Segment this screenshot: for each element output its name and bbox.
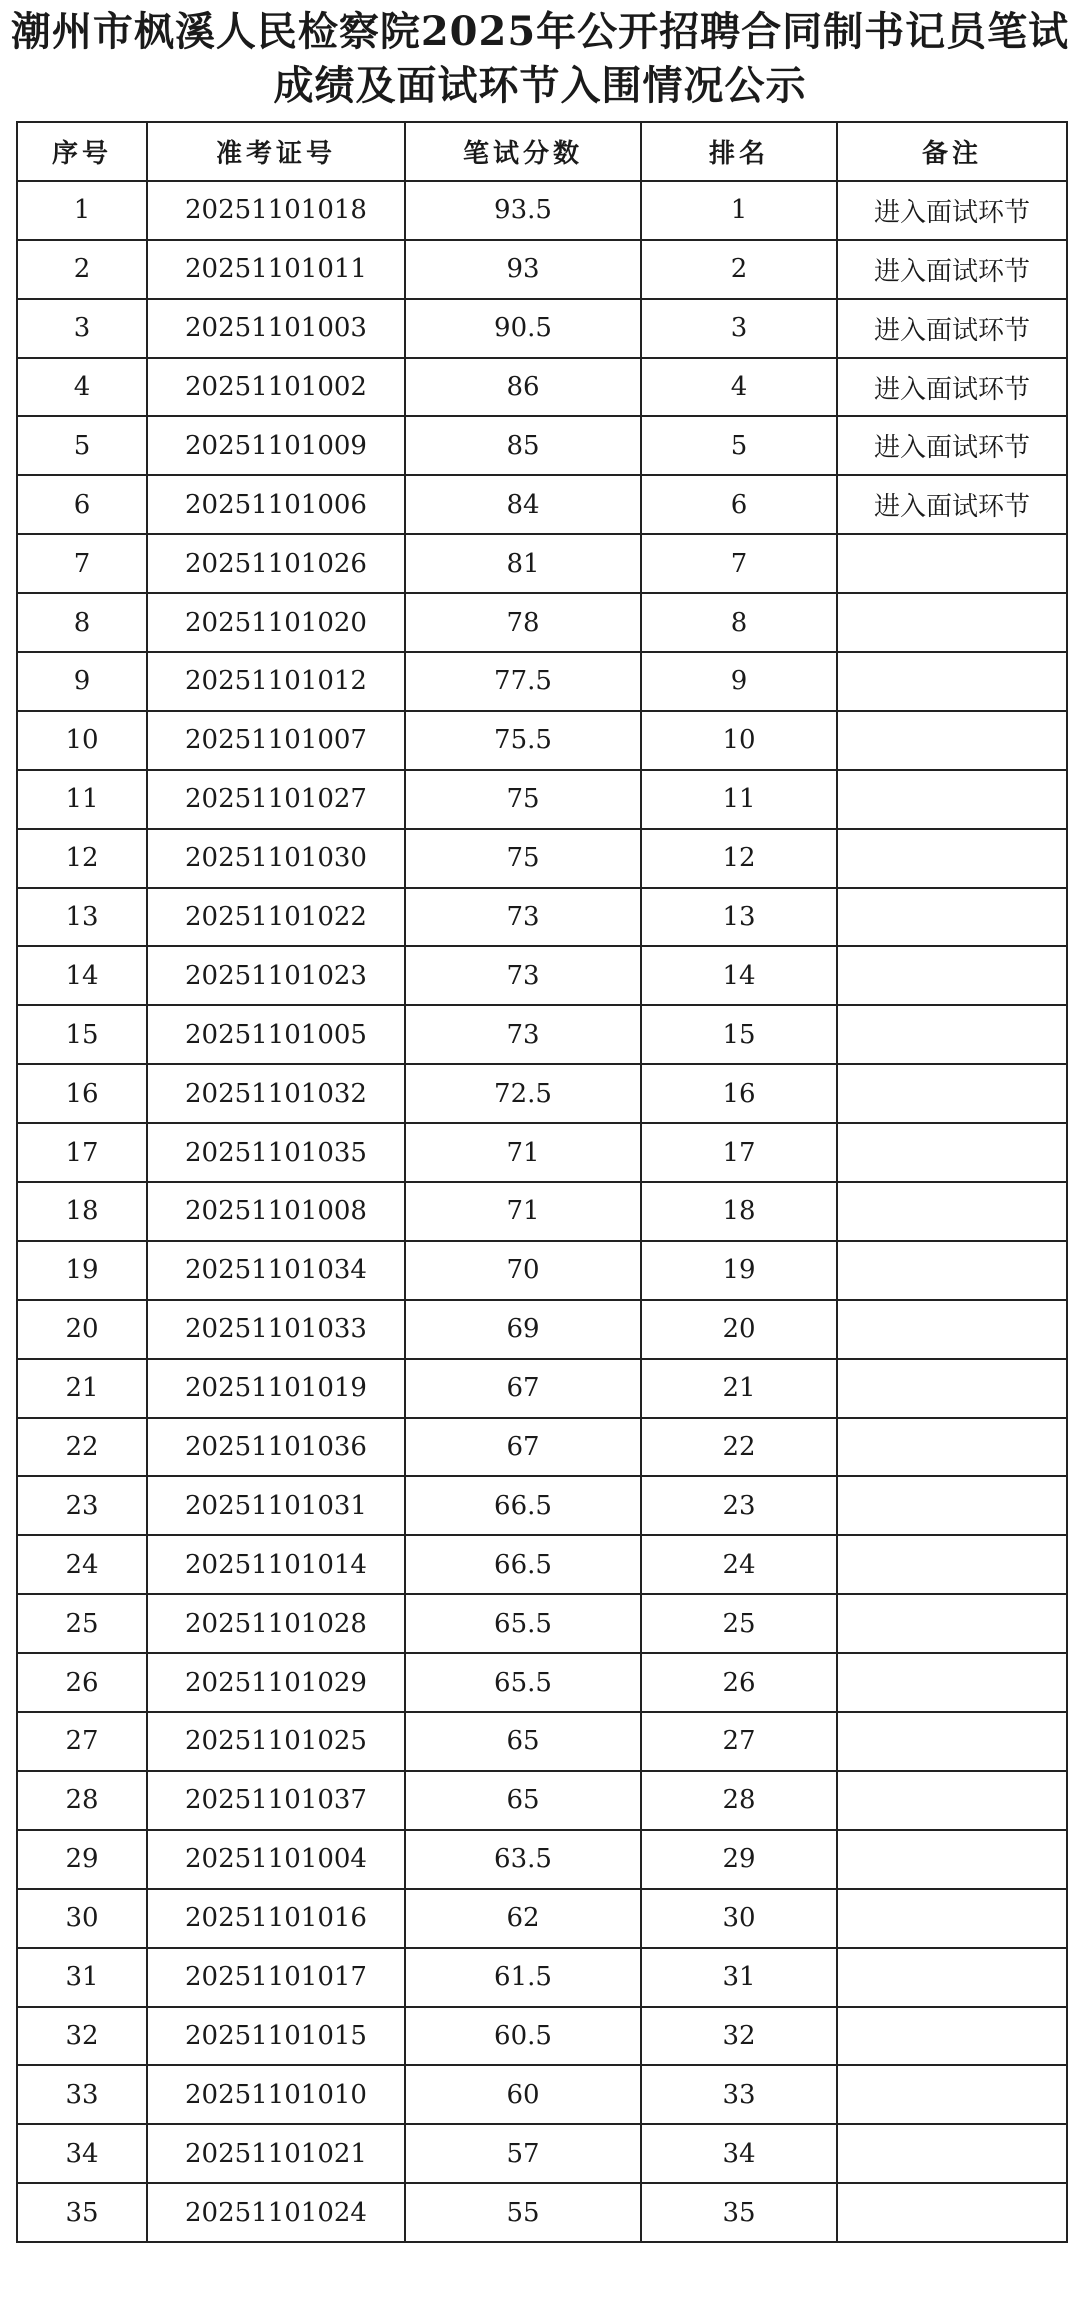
- cell-remark: [837, 1948, 1067, 2007]
- table-row: [17, 416, 1067, 475]
- table-row: [17, 1712, 1067, 1771]
- cell-written-score: 60.5: [405, 2007, 641, 2066]
- table-row: [17, 888, 1067, 947]
- cell-remark: 进入面试环节: [837, 358, 1067, 417]
- cell-written-score: 71: [405, 1182, 641, 1241]
- cell-ticket-number: 20251101018: [147, 181, 405, 240]
- cell-serial: 8: [17, 593, 147, 652]
- cell-rank: 20: [641, 1300, 837, 1359]
- cell-remark: [837, 1064, 1067, 1123]
- cell-serial: 16: [17, 1064, 147, 1123]
- page-subtitle: 成绩及面试环节入围情况公示: [273, 62, 807, 109]
- header-ticket-number: 准考证号: [147, 122, 405, 181]
- cell-ticket-number: 20251101003: [147, 299, 405, 358]
- cell-rank: 18: [641, 1182, 837, 1241]
- cell-ticket-number: 20251101017: [147, 1948, 405, 2007]
- cell-ticket-number: 20251101020: [147, 593, 405, 652]
- cell-ticket-number: 20251101012: [147, 652, 405, 711]
- table-row: [17, 1830, 1067, 1889]
- cell-ticket-number: 20251101019: [147, 1359, 405, 1418]
- page-title: 潮州市枫溪人民检察院2025年公开招聘合同制书记员笔试: [10, 8, 1070, 55]
- cell-serial: 4: [17, 358, 147, 417]
- cell-ticket-number: 20251101004: [147, 1830, 405, 1889]
- cell-written-score: 69: [405, 1300, 641, 1359]
- cell-remark: 进入面试环节: [837, 416, 1067, 475]
- table-row: [17, 829, 1067, 888]
- cell-rank: 2: [641, 240, 837, 299]
- cell-serial: 34: [17, 2124, 147, 2183]
- cell-remark: [837, 946, 1067, 1005]
- cell-ticket-number: 20251101035: [147, 1123, 405, 1182]
- table-row: [17, 1300, 1067, 1359]
- cell-remark: [837, 1359, 1067, 1418]
- cell-written-score: 73: [405, 946, 641, 1005]
- cell-ticket-number: 20251101034: [147, 1241, 405, 1300]
- cell-remark: [837, 2183, 1067, 2242]
- cell-serial: 35: [17, 2183, 147, 2242]
- cell-remark: [837, 1830, 1067, 1889]
- cell-rank: 7: [641, 534, 837, 593]
- cell-rank: 30: [641, 1889, 837, 1948]
- cell-serial: 7: [17, 534, 147, 593]
- cell-ticket-number: 20251101032: [147, 1064, 405, 1123]
- cell-written-score: 84: [405, 475, 641, 534]
- cell-remark: [837, 1005, 1067, 1064]
- cell-written-score: 57: [405, 2124, 641, 2183]
- cell-written-score: 77.5: [405, 652, 641, 711]
- cell-written-score: 71: [405, 1123, 641, 1182]
- cell-ticket-number: 20251101008: [147, 1182, 405, 1241]
- cell-serial: 31: [17, 1948, 147, 2007]
- cell-rank: 24: [641, 1535, 837, 1594]
- cell-remark: [837, 2065, 1067, 2124]
- table-row: [17, 2007, 1067, 2066]
- table-row: [17, 2065, 1067, 2124]
- cell-serial: 28: [17, 1771, 147, 1830]
- table-row: [17, 711, 1067, 770]
- cell-remark: [837, 1889, 1067, 1948]
- cell-serial: 13: [17, 888, 147, 947]
- cell-remark: [837, 711, 1067, 770]
- table-row: [17, 593, 1067, 652]
- cell-serial: 6: [17, 475, 147, 534]
- cell-written-score: 67: [405, 1359, 641, 1418]
- cell-serial: 5: [17, 416, 147, 475]
- cell-rank: 8: [641, 593, 837, 652]
- cell-ticket-number: 20251101015: [147, 2007, 405, 2066]
- table-body: [17, 181, 1067, 2242]
- cell-remark: [837, 534, 1067, 593]
- cell-written-score: 65: [405, 1712, 641, 1771]
- cell-written-score: 65.5: [405, 1594, 641, 1653]
- cell-rank: 23: [641, 1476, 837, 1535]
- cell-serial: 30: [17, 1889, 147, 1948]
- cell-written-score: 66.5: [405, 1535, 641, 1594]
- cell-rank: 21: [641, 1359, 837, 1418]
- cell-ticket-number: 20251101022: [147, 888, 405, 947]
- cell-ticket-number: 20251101005: [147, 1005, 405, 1064]
- cell-serial: 17: [17, 1123, 147, 1182]
- cell-serial: 27: [17, 1712, 147, 1771]
- table-row: [17, 1359, 1067, 1418]
- cell-rank: 5: [641, 416, 837, 475]
- table-row: [17, 1948, 1067, 2007]
- header-serial: 序号: [17, 122, 147, 181]
- cell-rank: 15: [641, 1005, 837, 1064]
- table-row: [17, 1476, 1067, 1535]
- cell-written-score: 62: [405, 1889, 641, 1948]
- table-row: [17, 1771, 1067, 1830]
- header-rank: 排名: [641, 122, 837, 181]
- cell-written-score: 75.5: [405, 711, 641, 770]
- cell-serial: 10: [17, 711, 147, 770]
- cell-remark: [837, 2007, 1067, 2066]
- table-row: [17, 1889, 1067, 1948]
- cell-written-score: 90.5: [405, 299, 641, 358]
- cell-rank: 32: [641, 2007, 837, 2066]
- cell-written-score: 85: [405, 416, 641, 475]
- cell-written-score: 75: [405, 770, 641, 829]
- cell-rank: 12: [641, 829, 837, 888]
- table-row: [17, 1653, 1067, 1712]
- cell-remark: [837, 2124, 1067, 2183]
- cell-written-score: 86: [405, 358, 641, 417]
- cell-remark: 进入面试环节: [837, 181, 1067, 240]
- cell-serial: 29: [17, 1830, 147, 1889]
- cell-rank: 33: [641, 2065, 837, 2124]
- header-remark: 备注: [837, 122, 1067, 181]
- cell-ticket-number: 20251101028: [147, 1594, 405, 1653]
- table-header: [17, 122, 1067, 181]
- cell-ticket-number: 20251101010: [147, 2065, 405, 2124]
- table-row: [17, 770, 1067, 829]
- table-row: [17, 475, 1067, 534]
- cell-rank: 35: [641, 2183, 837, 2242]
- cell-rank: 1: [641, 181, 837, 240]
- cell-remark: [837, 1123, 1067, 1182]
- table-row: [17, 1005, 1067, 1064]
- cell-rank: 27: [641, 1712, 837, 1771]
- cell-ticket-number: 20251101021: [147, 2124, 405, 2183]
- cell-rank: 31: [641, 1948, 837, 2007]
- cell-serial: 26: [17, 1653, 147, 1712]
- cell-ticket-number: 20251101011: [147, 240, 405, 299]
- cell-rank: 34: [641, 2124, 837, 2183]
- cell-serial: 1: [17, 181, 147, 240]
- cell-ticket-number: 20251101023: [147, 946, 405, 1005]
- table-row: [17, 1594, 1067, 1653]
- table-row: [17, 946, 1067, 1005]
- cell-written-score: 81: [405, 534, 641, 593]
- table-row: [17, 2124, 1067, 2183]
- cell-remark: [837, 1594, 1067, 1653]
- cell-ticket-number: 20251101009: [147, 416, 405, 475]
- table-row: [17, 299, 1067, 358]
- cell-written-score: 61.5: [405, 1948, 641, 2007]
- cell-remark: 进入面试环节: [837, 299, 1067, 358]
- cell-written-score: 93: [405, 240, 641, 299]
- cell-serial: 25: [17, 1594, 147, 1653]
- cell-ticket-number: 20251101033: [147, 1300, 405, 1359]
- cell-rank: 29: [641, 1830, 837, 1889]
- table-row: [17, 1535, 1067, 1594]
- cell-serial: 19: [17, 1241, 147, 1300]
- cell-remark: 进入面试环节: [837, 475, 1067, 534]
- table-row: [17, 358, 1067, 417]
- cell-rank: 10: [641, 711, 837, 770]
- cell-serial: 20: [17, 1300, 147, 1359]
- cell-rank: 4: [641, 358, 837, 417]
- cell-written-score: 73: [405, 1005, 641, 1064]
- cell-written-score: 60: [405, 2065, 641, 2124]
- table-row: [17, 534, 1067, 593]
- cell-remark: [837, 652, 1067, 711]
- cell-remark: [837, 593, 1067, 652]
- cell-remark: [837, 1653, 1067, 1712]
- table-row: [17, 1241, 1067, 1300]
- cell-remark: [837, 829, 1067, 888]
- cell-written-score: 75: [405, 829, 641, 888]
- cell-rank: 28: [641, 1771, 837, 1830]
- table-row: [17, 652, 1067, 711]
- cell-ticket-number: 20251101026: [147, 534, 405, 593]
- cell-ticket-number: 20251101029: [147, 1653, 405, 1712]
- cell-remark: [837, 888, 1067, 947]
- cell-rank: 3: [641, 299, 837, 358]
- cell-ticket-number: 20251101027: [147, 770, 405, 829]
- cell-remark: [837, 770, 1067, 829]
- cell-serial: 14: [17, 946, 147, 1005]
- cell-remark: [837, 1771, 1067, 1830]
- header-row: [17, 122, 1067, 181]
- table-row: [17, 1123, 1067, 1182]
- cell-rank: 6: [641, 475, 837, 534]
- cell-rank: 17: [641, 1123, 837, 1182]
- cell-serial: 33: [17, 2065, 147, 2124]
- cell-serial: 12: [17, 829, 147, 888]
- cell-rank: 16: [641, 1064, 837, 1123]
- cell-remark: [837, 1535, 1067, 1594]
- cell-serial: 32: [17, 2007, 147, 2066]
- cell-rank: 11: [641, 770, 837, 829]
- cell-serial: 3: [17, 299, 147, 358]
- cell-written-score: 70: [405, 1241, 641, 1300]
- cell-rank: 14: [641, 946, 837, 1005]
- cell-serial: 9: [17, 652, 147, 711]
- cell-ticket-number: 20251101024: [147, 2183, 405, 2242]
- cell-serial: 21: [17, 1359, 147, 1418]
- cell-remark: [837, 1241, 1067, 1300]
- cell-rank: 22: [641, 1418, 837, 1477]
- cell-remark: 进入面试环节: [837, 240, 1067, 299]
- table-row: [17, 1418, 1067, 1477]
- cell-written-score: 65: [405, 1771, 641, 1830]
- cell-written-score: 66.5: [405, 1476, 641, 1535]
- cell-ticket-number: 20251101036: [147, 1418, 405, 1477]
- cell-rank: 13: [641, 888, 837, 947]
- cell-ticket-number: 20251101025: [147, 1712, 405, 1771]
- table-row: [17, 1064, 1067, 1123]
- cell-serial: 18: [17, 1182, 147, 1241]
- cell-serial: 23: [17, 1476, 147, 1535]
- cell-written-score: 55: [405, 2183, 641, 2242]
- cell-ticket-number: 20251101037: [147, 1771, 405, 1830]
- cell-written-score: 67: [405, 1418, 641, 1477]
- table-row: [17, 181, 1067, 240]
- results-table: [16, 121, 1068, 2243]
- cell-rank: 25: [641, 1594, 837, 1653]
- cell-ticket-number: 20251101002: [147, 358, 405, 417]
- cell-ticket-number: 20251101016: [147, 1889, 405, 1948]
- cell-remark: [837, 1418, 1067, 1477]
- cell-ticket-number: 20251101031: [147, 1476, 405, 1535]
- cell-ticket-number: 20251101007: [147, 711, 405, 770]
- cell-written-score: 72.5: [405, 1064, 641, 1123]
- table-row: [17, 1182, 1067, 1241]
- cell-written-score: 63.5: [405, 1830, 641, 1889]
- cell-written-score: 78: [405, 593, 641, 652]
- cell-serial: 11: [17, 770, 147, 829]
- cell-remark: [837, 1476, 1067, 1535]
- cell-ticket-number: 20251101014: [147, 1535, 405, 1594]
- cell-remark: [837, 1300, 1067, 1359]
- cell-serial: 22: [17, 1418, 147, 1477]
- cell-written-score: 65.5: [405, 1653, 641, 1712]
- cell-written-score: 93.5: [405, 181, 641, 240]
- cell-ticket-number: 20251101030: [147, 829, 405, 888]
- cell-rank: 19: [641, 1241, 837, 1300]
- cell-remark: [837, 1712, 1067, 1771]
- table-row: [17, 2183, 1067, 2242]
- cell-ticket-number: 20251101006: [147, 475, 405, 534]
- cell-serial: 2: [17, 240, 147, 299]
- header-written-score: 笔试分数: [405, 122, 641, 181]
- cell-rank: 26: [641, 1653, 837, 1712]
- table-row: [17, 240, 1067, 299]
- cell-rank: 9: [641, 652, 837, 711]
- cell-serial: 24: [17, 1535, 147, 1594]
- cell-serial: 15: [17, 1005, 147, 1064]
- cell-written-score: 73: [405, 888, 641, 947]
- cell-remark: [837, 1182, 1067, 1241]
